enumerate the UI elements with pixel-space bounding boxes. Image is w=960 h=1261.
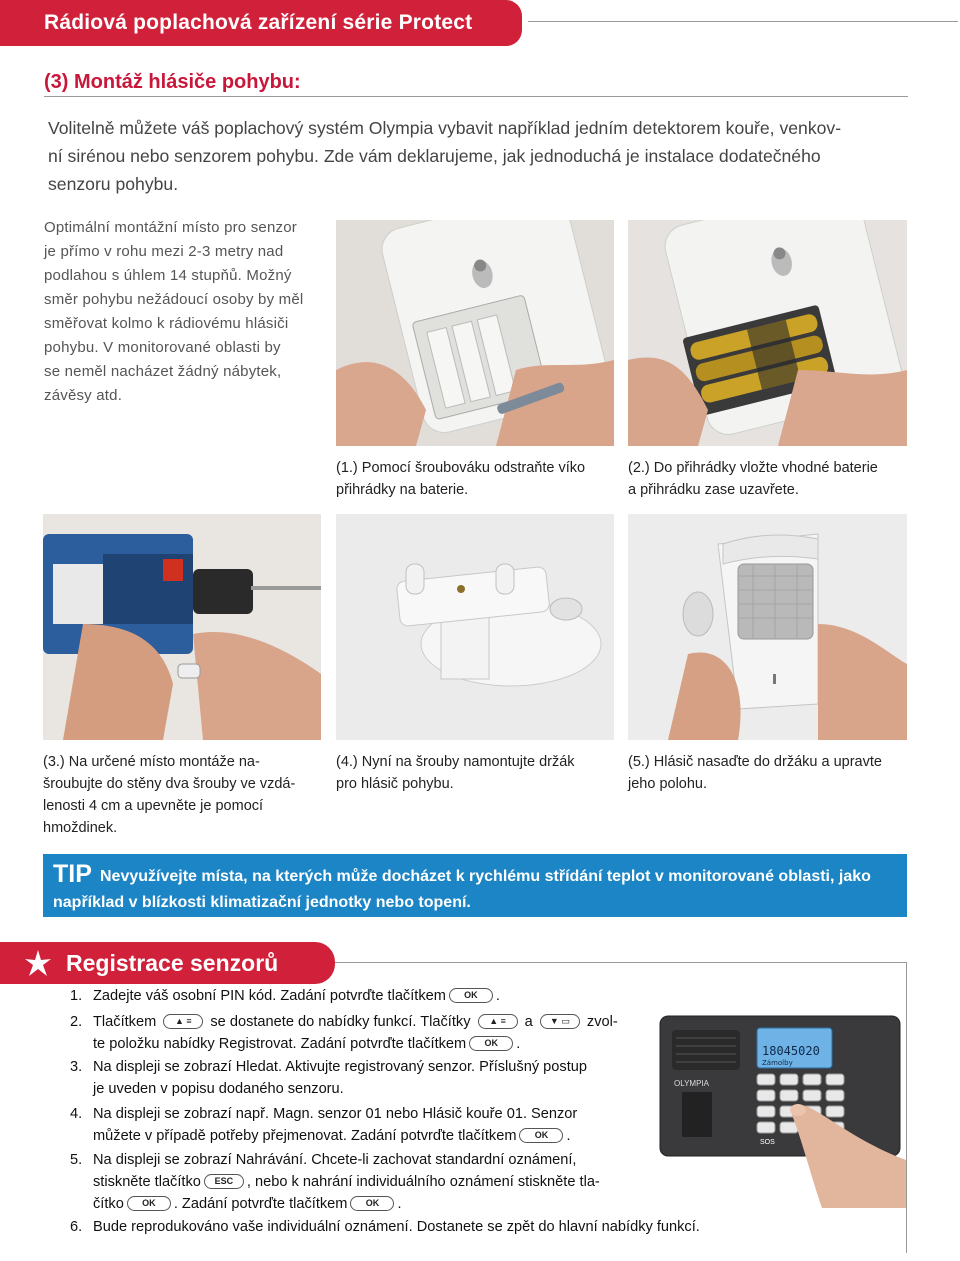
step-text: a xyxy=(524,1014,533,1030)
intro-line: ní sirénou nebo senzorem pohybu. Zde vám deklarujeme, jak jednoduchá je instalace dodatečného xyxy=(48,146,821,166)
caption-step-2 xyxy=(628,457,918,501)
intro-line: Volitelně můžete váš poplachový systém Olympia vybavit například jedním detektorem kouře, venkov- xyxy=(48,118,842,138)
step-text: Bude reprodukováno vaše individuální oznámení. Dostanete se zpět do hlavní nabídky funkcí. xyxy=(93,1219,700,1235)
step-text: . xyxy=(495,988,500,1004)
step-text: Na displeji se zobrazí Nahrávání. Chcete-li zachovat standardní oznámení, xyxy=(93,1152,577,1168)
step-text: stiskněte tlačítko xyxy=(93,1174,201,1190)
down-book-key-icon: ▼ ▭ xyxy=(540,1014,580,1029)
step-text: . xyxy=(566,1128,571,1144)
step-text: se dostanete do nabídky funkcí. Tlačítky xyxy=(210,1014,471,1030)
photo-attach-detector xyxy=(628,514,907,740)
tip-box xyxy=(43,854,907,917)
reg-step-6 xyxy=(70,1216,790,1238)
photo-mount-bracket xyxy=(336,514,614,740)
ok-key-icon: OK xyxy=(469,1036,513,1051)
advice-line: Optimální montážní místo pro senzor xyxy=(44,219,297,236)
caption-step-4 xyxy=(336,751,626,795)
caption-line: přihrádky na baterie. xyxy=(336,482,469,498)
step-number: 1. xyxy=(70,988,83,1004)
advice-line: závěsy atd. xyxy=(44,387,123,404)
star-icon xyxy=(24,949,52,977)
step-number: 3. xyxy=(70,1059,83,1075)
esc-key-icon: ESC xyxy=(204,1174,244,1189)
alarm-control-panel-photo xyxy=(652,1010,906,1208)
device-brand: OLYMPIA xyxy=(674,1079,709,1088)
reg-step-2 xyxy=(70,1011,660,1055)
reg-step-5 xyxy=(70,1149,660,1215)
caption-line: lenosti 4 cm a upevněte je pomocí xyxy=(43,798,264,814)
tip-label: TIP xyxy=(53,860,92,888)
ok-key-icon: OK xyxy=(449,988,493,1003)
ok-key-icon: OK xyxy=(519,1128,563,1143)
step-text: čítko xyxy=(93,1196,124,1212)
step-text: Tlačítkem xyxy=(93,1014,157,1030)
advice-line: pohybu. V monitorované oblasti by xyxy=(44,339,281,356)
caption-line: jeho polohu. xyxy=(628,776,708,792)
header-rule xyxy=(528,21,958,22)
registration-title: Registrace senzorů xyxy=(66,950,279,976)
step-number: 5. xyxy=(70,1152,83,1168)
caption-step-3 xyxy=(43,751,321,839)
step-text: , nebo k nahrání individuálního oznámení stiskněte tla- xyxy=(246,1174,600,1190)
section-rule xyxy=(44,96,908,97)
photo-remove-battery-cover xyxy=(336,220,614,446)
up-menu-key-icon: ▲ ≡ xyxy=(478,1014,518,1029)
reg-step-1 xyxy=(70,985,660,1007)
step-text: . xyxy=(516,1036,521,1052)
photo-insert-batteries xyxy=(628,220,907,446)
advice-line: podlahou s úhlem 14 stupňů. Možný xyxy=(44,267,292,284)
step-number: 2. xyxy=(70,1014,83,1030)
caption-step-1 xyxy=(336,457,626,501)
advice-line: směr pohybu nežádoucí osoby by měl xyxy=(44,291,304,308)
step-text: te položku nabídky Registrovat. Zadání potvrďte tlačítkem xyxy=(93,1036,467,1052)
caption-line: (2.) Do přihrádky vložte vhodné baterie xyxy=(628,460,878,476)
display-number: 18045020 xyxy=(762,1044,820,1058)
ok-key-icon: OK xyxy=(127,1196,171,1211)
caption-line: (4.) Nyní na šrouby namontujte držák xyxy=(336,754,575,770)
caption-line: šroubujte do stěny dva šrouby ve vzdá- xyxy=(43,776,296,792)
caption-line: (1.) Pomocí šroubováku odstraňte víko xyxy=(336,460,586,476)
page-header-title: Rádiová poplachová zařízení série Protect xyxy=(44,11,473,34)
caption-step-5 xyxy=(628,751,918,795)
step-text: . Zadání potvrďte tlačítkem xyxy=(173,1196,348,1212)
caption-line: pro hlásič pohybu. xyxy=(336,776,454,792)
caption-line: (5.) Hlásič nasaďte do držáku a upravte xyxy=(628,754,882,770)
step-number: 6. xyxy=(70,1219,83,1235)
display-word: Zámolby xyxy=(762,1059,793,1067)
section-title: (3) Montáž hlásiče pohybu: xyxy=(44,71,301,93)
intro-paragraph xyxy=(48,114,928,198)
ok-key-icon: OK xyxy=(350,1196,394,1211)
sos-label: SOS xyxy=(760,1139,775,1146)
caption-line: hmoždinek. xyxy=(43,820,118,836)
advice-line: je přímo v rohu mezi 2-3 metry nad xyxy=(44,243,284,260)
photo-drill-holes xyxy=(43,514,321,740)
step-text: Na displeji se zobrazí Hledat. Aktivujte registrovaný senzor. Příslušný postup xyxy=(93,1059,587,1075)
up-menu-key-icon: ▲ ≡ xyxy=(163,1014,203,1029)
step-text: Na displeji se zobrazí např. Magn. senzor 01 nebo Hlásič kouře 01. Senzor xyxy=(93,1106,578,1122)
reg-step-4 xyxy=(70,1103,660,1147)
step-text: zvol- xyxy=(586,1014,618,1030)
mounting-advice xyxy=(44,216,324,408)
intro-line: senzoru pohybu. xyxy=(48,174,179,194)
caption-line: a přihrádku zase uzavřete. xyxy=(628,482,799,498)
advice-line: směřovat kolmo k rádiovému hlásiči xyxy=(44,315,289,332)
step-text: Zadejte váš osobní PIN kód. Zadání potvrďte tlačítkem xyxy=(93,988,446,1004)
step-text: . xyxy=(397,1196,402,1212)
tip-text: Nevyužívejte místa, na kterých může docházet k rychlému střídání teplot v monitorované oblasti, jako například v blízkosti klimatizační jednotky nebo topení. xyxy=(53,868,871,911)
caption-line: (3.) Na určené místo montáže na- xyxy=(43,754,260,770)
reg-step-3 xyxy=(70,1056,660,1100)
step-number: 4. xyxy=(70,1106,83,1122)
step-text: můžete v případě potřeby přejmenovat. Zadání potvrďte tlačítkem xyxy=(93,1128,517,1144)
registration-banner xyxy=(0,942,335,984)
advice-line: se neměl nacházet žádný nábytek, xyxy=(44,363,282,380)
step-text: je uveden v popisu dodaného senzoru. xyxy=(93,1081,344,1097)
